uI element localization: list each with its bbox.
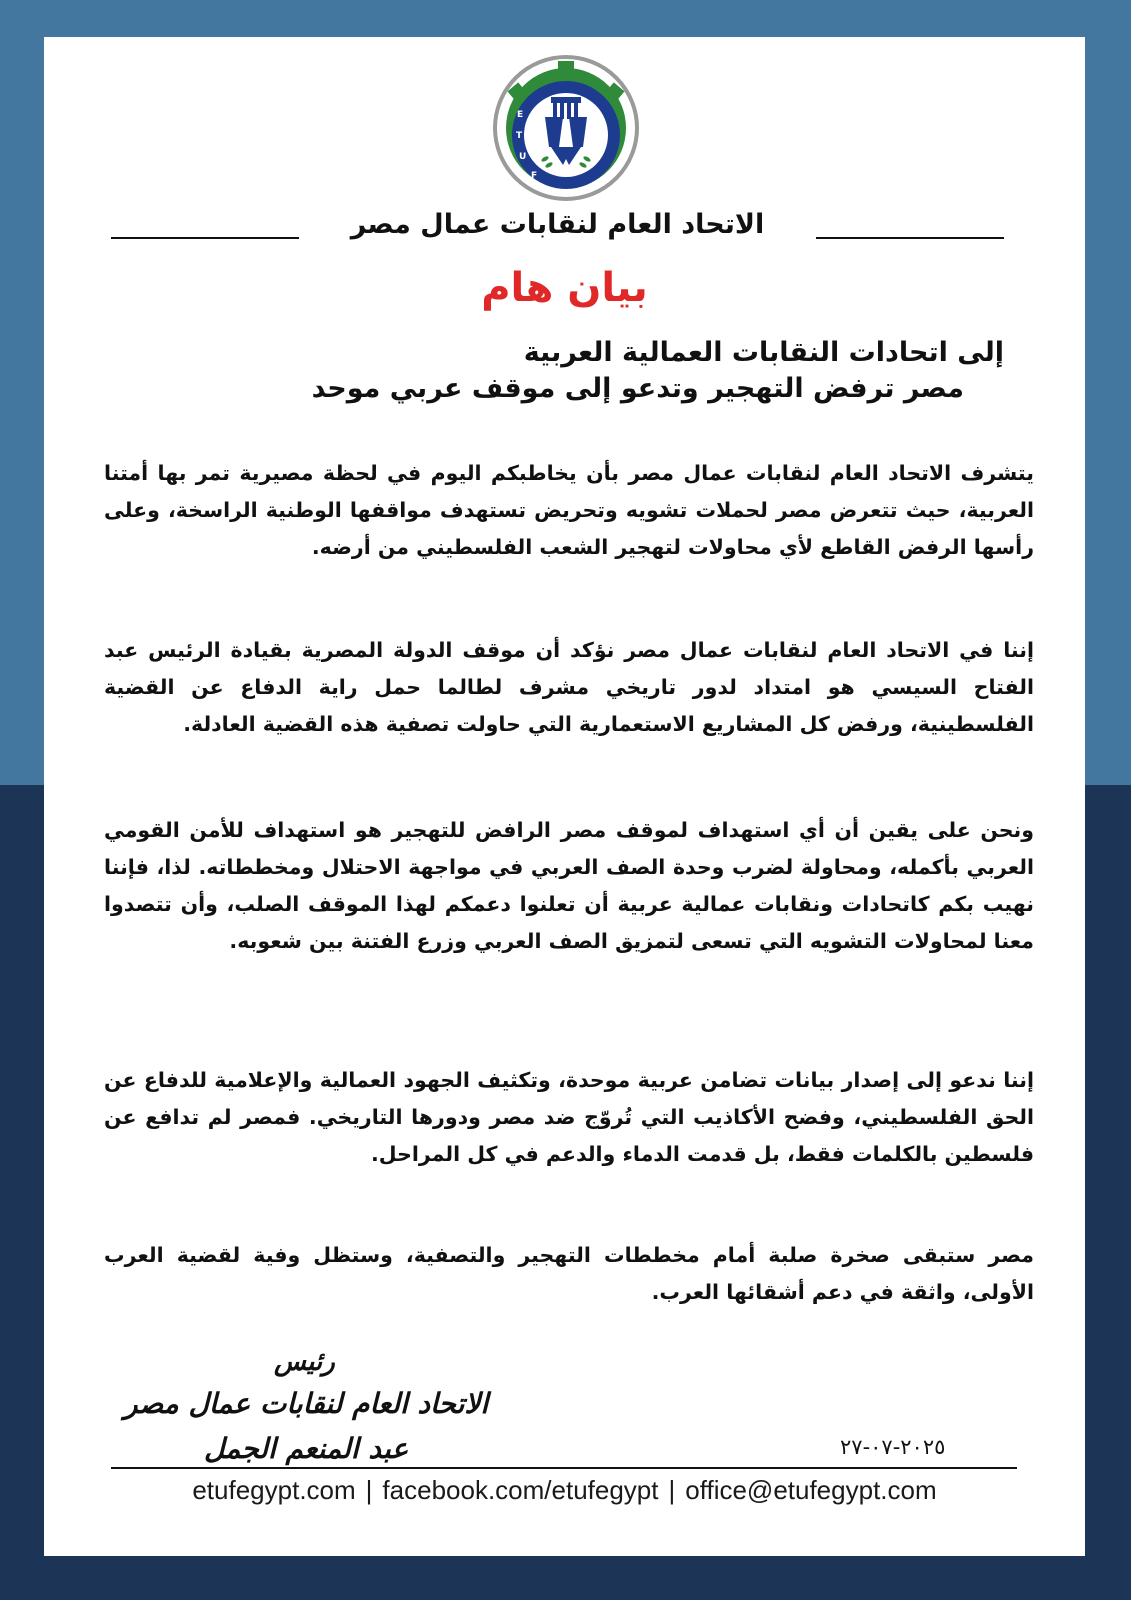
logo-letter-u: U xyxy=(519,152,527,162)
footer-separator: | xyxy=(668,1475,676,1505)
header-rule-right xyxy=(816,237,1004,239)
paragraph-5: مصر ستبقى صخرة صلبة أمام مخططات التهجير والتصفية، وستظل وفية لقضية العرب الأولى، واثقة في دعم أشقائها العرب. xyxy=(104,1243,1034,1304)
org-name: الاتحاد العام لنقابات عمال مصر xyxy=(350,209,765,240)
header-rule-left xyxy=(111,237,299,239)
paragraph-1: يتشرف الاتحاد العام لنقابات عمال مصر بأن يخاطبكم اليوم في لحظة مصيرية تمر بها أمتنا العربية، حيث تتعرض مصر لحملات تشويه وتحريض تستهدف مواقفها الوطنية الراسخة، وعلى رأسها الرفض القاطع لأي محاولات لتهجير الشعب الفلسطيني من أرضه. xyxy=(104,461,1034,559)
subtitle-main: مصر ترفض التهجير وتدعو إلى موقف عربي موحد xyxy=(311,373,964,404)
signature-org: الاتحاد العام لنقابات عمال مصر xyxy=(124,1387,489,1420)
paragraph-2: إننا في الاتحاد العام لنقابات عمال مصر نؤكد أن موقف الدولة المصرية بقيادة الرئيس عبد الفتاح السيسي هو امتداد لدور تاريخي مشرف لطالما حمل راية الدفاع عن القضية الفلسطينية، ورفض كل المشاريع الاستعمارية التي حاولت تصفية هذه القضية العادلة. xyxy=(104,638,1034,736)
footer-email-link[interactable]: office@etufegypt.com xyxy=(685,1475,937,1505)
paragraph-4: إننا ندعو إلى إصدار بيانات تضامن عربية موحدة، وتكثيف الجهود العمالية والإعلامية للدفاع عن الحق الفلسطيني، وفضح الأكاذيب التي تُروّج ضد مصر ودورها التاريخي. فمصر لم تدافع عن فلسطين بالكلمات فقط، بل قدمت الدماء والدعم في كل المراحل. xyxy=(104,1068,1034,1166)
union-logo xyxy=(493,55,639,201)
footer-rule xyxy=(111,1467,1017,1469)
logo-letter-e: E xyxy=(517,110,524,120)
document-page xyxy=(44,37,1085,1556)
statement-date: ٢٠٢٥-٠٧-٢٧ xyxy=(840,1435,946,1459)
logo-letter-t: T xyxy=(516,131,523,141)
signature-title: رئيس xyxy=(274,1347,335,1377)
footer-facebook-link[interactable]: facebook.com/etufegypt xyxy=(382,1475,659,1505)
headline: بيان هام xyxy=(481,265,648,311)
footer-separator: | xyxy=(365,1475,373,1505)
footer-website-link[interactable]: etufegypt.com xyxy=(192,1475,356,1505)
subtitle-recipients: إلى اتحادات النقابات العمالية العربية xyxy=(523,337,1004,368)
footer-contacts xyxy=(44,1475,1085,1506)
logo-letter-f: F xyxy=(531,171,538,181)
signature-name: عبد المنعم الجمل xyxy=(204,1432,409,1465)
org-header xyxy=(44,207,1085,247)
paragraph-3: ونحن على يقين أن أي استهداف لموقف مصر الرافض للتهجير هو استهداف للأمن القومي العربي بأكمله، ومحاولة لضرب وحدة الصف العربي في مواجهة الاحتلال ومخططاته. لذا، فإننا نهيب بكم كاتحادات ونقابات عمالية عربية أن تعلنوا دعمكم لهذا الموقف الصلب، وأن تتصدوا معنا لمحاولات التشويه التي تسعى لتمزيق الصف العربي وزرع الفتنة بين شعوبه. xyxy=(104,818,1034,953)
